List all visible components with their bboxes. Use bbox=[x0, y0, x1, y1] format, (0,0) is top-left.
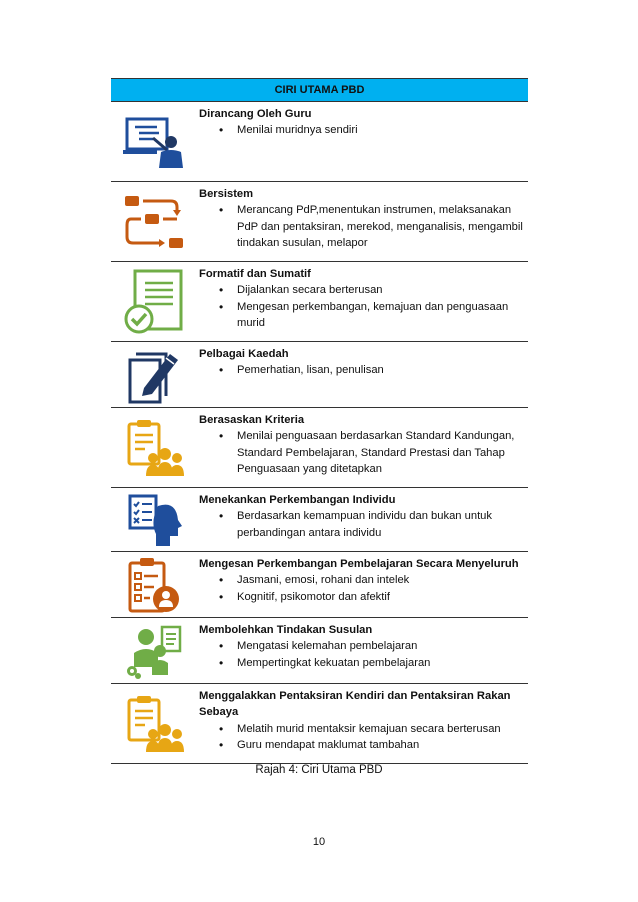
feature-title: Bersistem bbox=[199, 188, 254, 200]
list-item: • Pemerhatian, lisan, penulisan bbox=[199, 362, 528, 378]
document-check-icon bbox=[111, 262, 197, 341]
clipboard-person-icon bbox=[111, 552, 197, 617]
clipboard-group-icon bbox=[111, 408, 197, 487]
process-flow-icon bbox=[111, 182, 197, 261]
table-header: CIRI UTAMA PBD bbox=[111, 78, 528, 102]
table-row bbox=[111, 618, 528, 684]
team-gear-icon bbox=[111, 618, 197, 683]
page-number: 10 bbox=[312, 836, 326, 848]
list-item: • Mengatasi kelemahan pembelajaran bbox=[199, 638, 528, 654]
feature-title: Menggalakkan Pentaksiran Kendiri dan Pentaksiran Rakan Sebaya bbox=[199, 690, 511, 719]
list-item: • Guru mendapat maklumat tambahan bbox=[199, 737, 528, 753]
table-row bbox=[111, 182, 528, 262]
figure-caption: Rajah 4: Ciri Utama PBD bbox=[255, 764, 383, 776]
list-item: • Menilai muridnya sendiri bbox=[199, 122, 528, 138]
table-row bbox=[111, 684, 528, 764]
feature-title: Formatif dan Sumatif bbox=[199, 268, 311, 280]
list-item: • Mempertingkat kekuatan pembelajaran bbox=[199, 655, 528, 671]
list-item: • Kognitif, psikomotor dan afektif bbox=[199, 589, 528, 605]
list-item: • Merancang PdP,menentukan instrumen, melaksanakan PdP dan pentaksiran, merekod, menganalisis, mengambil tindakan susulan, melapor bbox=[199, 202, 528, 251]
list-item: • Menilai penguasaan berdasarkan Standard Kandungan, Standard Pembelajaran, Standard Prestasi dan Tahap Penguasaan yang ditetapkan bbox=[199, 428, 528, 477]
features-table bbox=[111, 78, 528, 764]
feature-title: Mengesan Perkembangan Pembelajaran Secara Menyeluruh bbox=[199, 558, 519, 570]
teacher-board-icon bbox=[111, 102, 197, 181]
list-item: • Mengesan perkembangan, kemajuan dan penguasaan murid bbox=[199, 299, 528, 332]
table-row bbox=[111, 102, 528, 182]
head-checklist-icon bbox=[111, 488, 197, 551]
feature-title: Pelbagai Kaedah bbox=[199, 348, 289, 360]
feature-title: Menekankan Perkembangan Individu bbox=[199, 494, 396, 506]
feature-title: Berasaskan Kriteria bbox=[199, 414, 305, 426]
clipboard-group-icon bbox=[111, 684, 197, 763]
list-item: • Jasmani, emosi, rohani dan intelek bbox=[199, 572, 528, 588]
list-item: • Melatih murid mentaksir kemajuan secara berterusan bbox=[199, 721, 528, 737]
feature-title: Membolehkan Tindakan Susulan bbox=[199, 624, 373, 636]
table-row bbox=[111, 488, 528, 552]
feature-title: Dirancang Oleh Guru bbox=[199, 108, 312, 120]
table-row bbox=[111, 262, 528, 342]
pencil-paper-icon bbox=[111, 342, 197, 407]
table-row bbox=[111, 408, 528, 488]
list-item: • Dijalankan secara berterusan bbox=[199, 282, 528, 298]
table-row bbox=[111, 552, 528, 618]
table-row bbox=[111, 342, 528, 408]
list-item: • Berdasarkan kemampuan individu dan bukan untuk perbandingan antara individu bbox=[199, 508, 528, 541]
